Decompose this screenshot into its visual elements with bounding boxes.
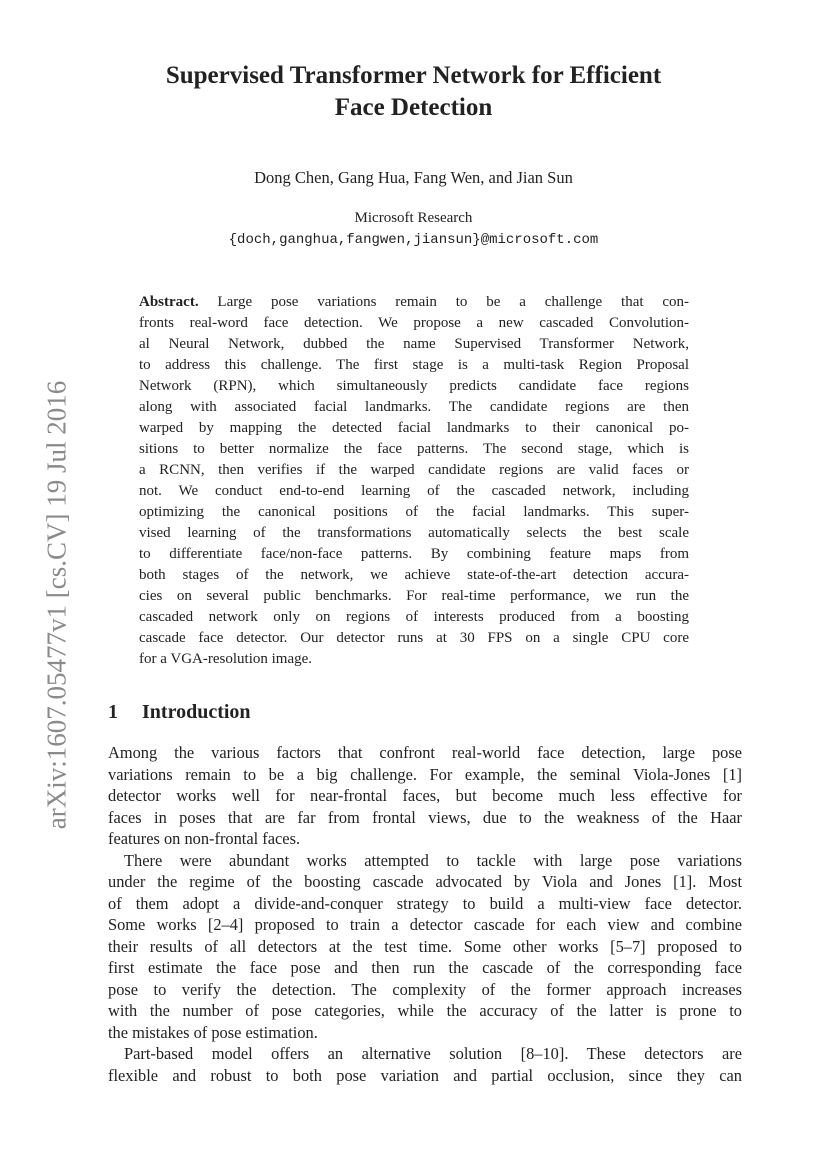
abstract-line-text: to address this challenge. The first stage is a multi-task Region Proposal	[139, 357, 689, 373]
body-line: There were abundant works attempted to tackle with large pose variations	[124, 850, 742, 870]
abstract-line-text: Large pose variations remain to be a challenge that con-	[217, 294, 690, 310]
authors: Dong Chen, Gang Hua, Fang Wen, and Jian Sun	[254, 168, 573, 187]
body-line: detector works well for near-frontal faces, but become much less effective for	[108, 786, 742, 805]
body-line: features on non-frontal faces.	[108, 829, 301, 848]
section-heading	[108, 701, 251, 724]
abstract-line	[139, 418, 689, 439]
abstract-line-text: both stages of the network, we achieve state-of-the-art detection accura-	[139, 567, 689, 583]
body-line: Part-based model offers an alternative solution [8–10]. These detectors are	[124, 1044, 742, 1063]
body-text	[108, 742, 742, 1086]
abstract-line-text: not. We conduct end-to-end learning of the cascaded network, including	[139, 483, 689, 499]
abstract-line-text: al Neural Network, dubbed the name Supervised Transformer Network,	[139, 336, 689, 352]
body-line: the mistakes of pose estimation.	[108, 1022, 318, 1042]
abstract-line	[139, 565, 689, 586]
abstract-line	[139, 586, 689, 607]
abstract-line	[139, 460, 689, 481]
abstract-line-text: cascade face detector. Our detector runs at 30 FPS on a single CPU core	[139, 630, 689, 646]
body-line: flexible and robust to both pose variation and partial occlusion, since they can	[108, 1065, 742, 1085]
abstract-line-text: for a VGA-resolution image.	[139, 651, 313, 667]
abstract	[139, 292, 689, 670]
body-line: faces in poses that are far from frontal views, due to the weakness of the Haar	[108, 807, 742, 827]
abstract-line	[139, 523, 689, 544]
email: {doch,ganghua,fangwen,jiansun}@microsoft.com	[228, 232, 599, 248]
abstract-line	[139, 628, 689, 649]
affiliation-block	[0, 207, 827, 251]
body-line: Among the various factors that confront real-world face detection, large pose	[108, 743, 742, 762]
abstract-line-text: cies on several public benchmarks. For real-time performance, we run the	[139, 588, 689, 604]
abstract-line	[139, 439, 689, 460]
abstract-line-text: to differentiate face/non-face patterns. By combining feature maps from	[139, 546, 689, 562]
body-line: under the regime of the boosting cascade advocated by Viola and Jones [1]. Most	[108, 872, 742, 891]
section-number: 1	[108, 701, 118, 723]
abstract-line	[139, 502, 689, 523]
abstract-line	[139, 481, 689, 502]
body-line: Some works [2–4] proposed to train a detector cascade for each view and combine	[108, 915, 742, 934]
abstract-line-text: Network (RPN), which simultaneously predicts candidate face regions	[139, 378, 689, 394]
abstract-line-text: warped by mapping the detected facial landmarks to their canonical po-	[139, 420, 689, 436]
abstract-line-text: a RCNN, then verifies if the warped candidate regions are valid faces or	[139, 462, 689, 478]
abstract-line	[139, 544, 689, 565]
abstract-line	[139, 334, 689, 355]
abstract-line-text: cascaded network only on regions of interests produced from a boosting	[139, 609, 689, 625]
abstract-line	[139, 397, 689, 418]
body-line: variations remain to be a big challenge. For example, the seminal Viola-Jones [1]	[108, 764, 742, 784]
body-line: with the number of pose categories, while the accuracy of the latter is prone to	[108, 1001, 742, 1020]
abstract-line-text: along with associated facial landmarks. The candidate regions are then	[139, 399, 689, 415]
abstract-line	[139, 355, 689, 376]
paper-title	[0, 60, 827, 124]
abstract-label: Abstract.	[139, 294, 199, 310]
abstract-line-text: vised learning of the transformations automatically selects the best scale	[139, 525, 689, 541]
body-line: first estimate the face pose and then run the cascade of the corresponding face	[108, 958, 742, 977]
abstract-line-text: sitions to better normalize the face patterns. The second stage, which is	[139, 441, 689, 457]
arxiv-stamp: arXiv:1607.05477v1 [cs.CV] 19 Jul 2016	[41, 380, 72, 830]
abstract-line	[139, 376, 689, 397]
abstract-line	[139, 649, 689, 670]
section-title: Introduction	[142, 701, 251, 723]
abstract-line-text: fronts real-word face detection. We propose a new cascaded Convolution-	[139, 315, 689, 331]
title-line: Supervised Transformer Network for Efficient	[165, 62, 662, 89]
body-line: of them adopt a divide-and-conquer strategy to build a multi-view face detector.	[108, 893, 742, 913]
body-line: their results of all detectors at the test time. Some other works [5–7] proposed to	[108, 936, 742, 956]
abstract-line	[139, 313, 689, 334]
affiliation: Microsoft Research	[354, 210, 473, 226]
body-line: pose to verify the detection. The complexity of the former approach increases	[108, 979, 742, 999]
abstract-line	[139, 292, 689, 313]
title-line: Face Detection	[334, 94, 493, 121]
abstract-line	[139, 607, 689, 628]
abstract-line-text: optimizing the canonical positions of the facial landmarks. This super-	[139, 504, 689, 520]
